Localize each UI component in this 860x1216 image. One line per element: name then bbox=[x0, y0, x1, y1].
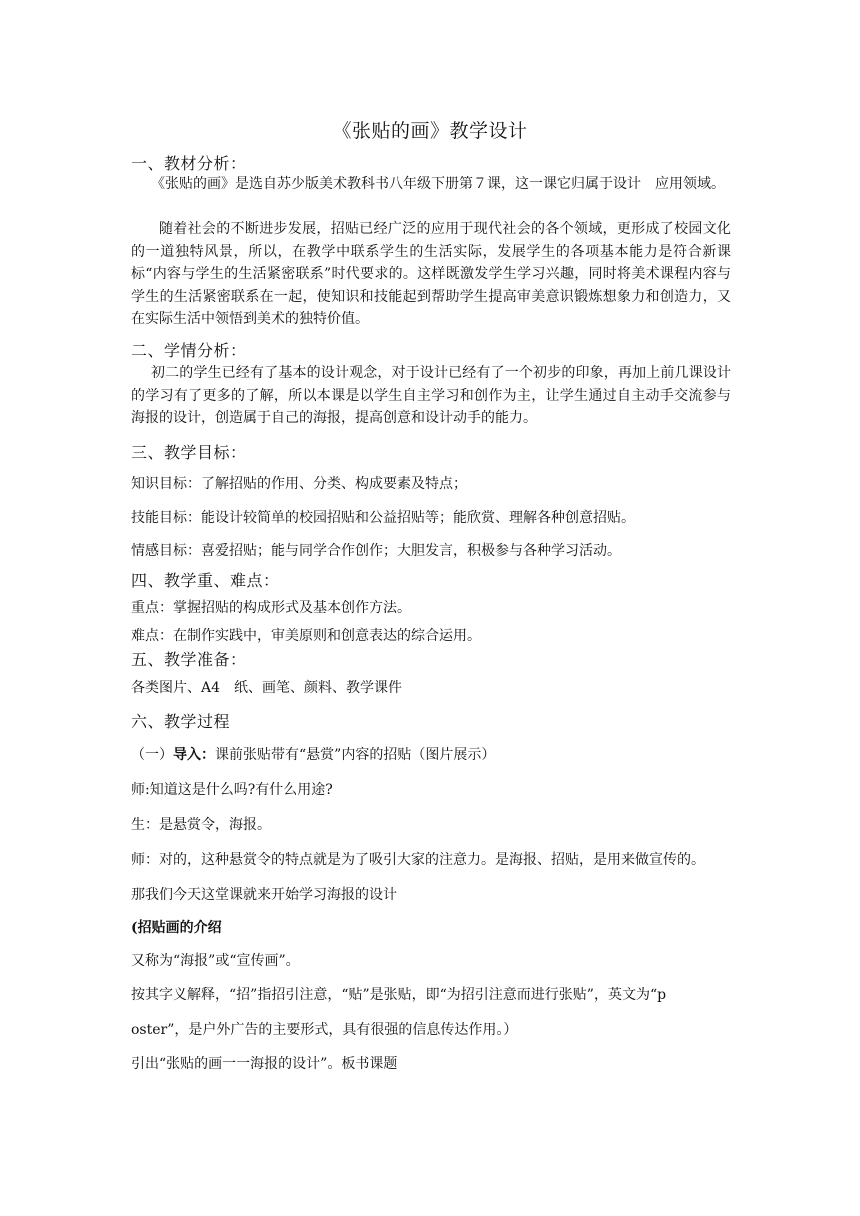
preparation-materials: 各类图片、A4 纸、画笔、颜料、教学课件 bbox=[131, 680, 403, 696]
section-heading-key-points: 四、教学重、难点： bbox=[131, 571, 280, 590]
poster-meaning-line-2: oster”，是户外广告的主要形式，具有很强的信息传达作用。） bbox=[131, 1022, 518, 1038]
teacher-explanation: 师：对的，这种悬赏令的特点就是为了吸引大家的注意力。是海报、招贴，是用来做宣传的。 bbox=[131, 852, 705, 868]
poster-intro-heading: (招贴画的介绍 bbox=[131, 920, 222, 936]
intro-label: 导入： bbox=[173, 747, 215, 763]
paragraph-student-analysis: 初二的学生已经有了基本的设计观念，对于设计已经有了一个初步的印象，再加上前几课设计的学习有了更多的了解，所以本课是以学生自主学习和创作为主，让学生通过自主动手交流参与海报的设计，创造属于自己的海报，提高创意和设计动手的能力。 bbox=[131, 365, 731, 426]
teacher-transition: 那我们今天这堂课就来开始学习海报的设计 bbox=[131, 887, 397, 903]
goal-skill: 技能目标：能设计较简单的校园招贴和公益招贴等；能欣赏、理解各种创意招贴。 bbox=[131, 510, 635, 526]
poster-meaning-line-1: 按其字义解释，“招”指招引注意，“贴”是张贴，即“为招引注意而进行张贴”，英文为“p bbox=[131, 987, 667, 1003]
intro-line bbox=[131, 744, 741, 764]
poster-also-called: 又称为“海报”或“宣传画”。 bbox=[131, 953, 300, 969]
lesson-topic-lead: 引出“张贴的画一一海报的设计”。板书课题 bbox=[131, 1056, 398, 1072]
intro-prefix: （一） bbox=[131, 747, 173, 763]
goal-emotion: 情感目标：喜爱招贴；能与同学合作创作；大胆发言，积极参与各种学习活动。 bbox=[131, 543, 621, 559]
section-heading-student-analysis: 二、学情分析： bbox=[131, 341, 247, 360]
section-heading-preparation: 五、教学准备： bbox=[131, 650, 247, 669]
paragraph-textbook-background: 随着社会的不断进步发展，招贴已经广泛的应用于现代社会的各个领域，更形成了校园文化的一道独特风景，所以，在教学中联系学生的生活实际，发展学生的各项基本能力是符合新课标“内容与学生的生活紧密联系”时代要求的。这样既激发学生学习兴趣，同时将美术课程内容与学生的生活紧密联系在一起，使知识和技能起到帮助学生提高审美意识锻炼想象力和创造力，又在实际生活中领悟到美术的独特价值。 bbox=[131, 221, 731, 327]
key-point: 重点：掌握招贴的构成形式及基本创作方法。 bbox=[131, 600, 411, 616]
section-heading-textbook-analysis: 一、教材分析： bbox=[131, 154, 247, 173]
section-heading-teaching-process: 六、教学过程 bbox=[131, 712, 231, 731]
difficult-point: 难点：在制作实践中，审美原则和创意表达的综合运用。 bbox=[131, 628, 481, 644]
paragraph-textbook-source: 《张贴的画》是选自苏少版美术教科书八年级下册第７课，这一课它归属于设计 应用领域。 bbox=[151, 176, 725, 192]
intro-text: 课前张贴带有“悬赏”内容的招贴（图片展示） bbox=[215, 747, 496, 763]
section-heading-teaching-goals: 三、教学目标： bbox=[131, 443, 247, 462]
document-title: 《张贴的画》教学设计 bbox=[332, 120, 528, 142]
goal-knowledge: 知识目标：了解招贴的作用、分类、构成要素及特点； bbox=[131, 476, 467, 492]
teacher-question: 师:知道这是什么吗?有什么用途? bbox=[131, 782, 333, 798]
student-answer: 生：是悬赏令，海报。 bbox=[131, 817, 271, 833]
